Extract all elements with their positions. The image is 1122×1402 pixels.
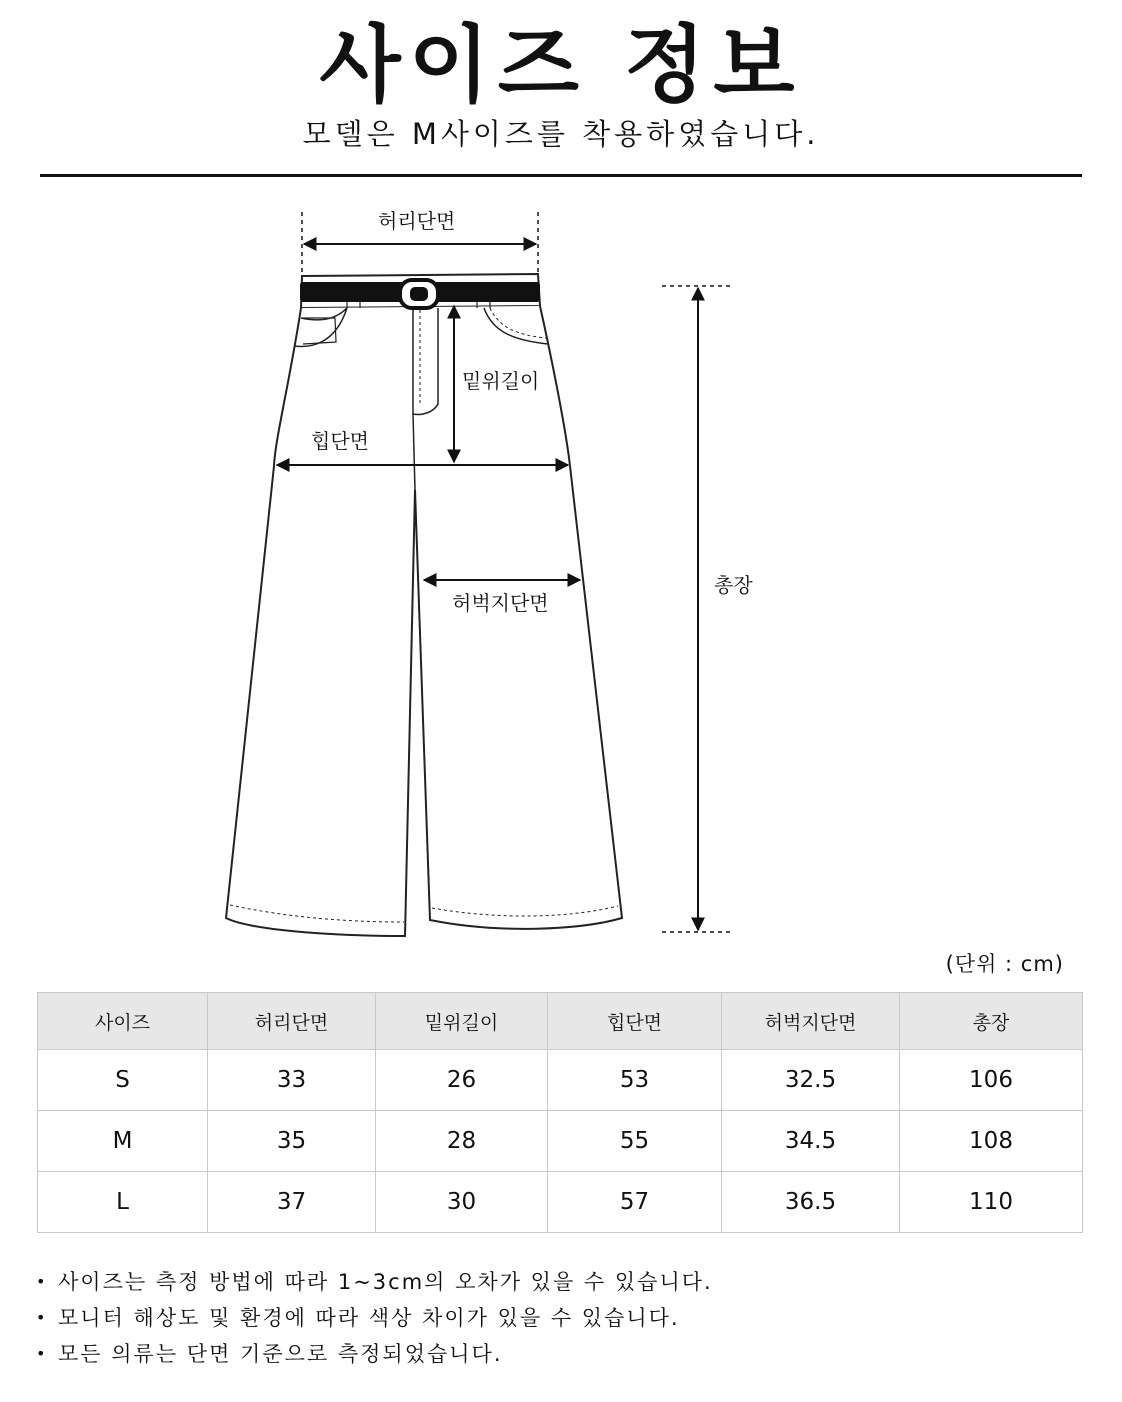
waist-label: 허리단면 bbox=[378, 209, 456, 233]
cell-waist: 35 bbox=[208, 1111, 376, 1172]
note-item bbox=[36, 1264, 713, 1300]
cell-size: S bbox=[38, 1050, 208, 1111]
cell-hip: 53 bbox=[548, 1050, 722, 1111]
hip-label: 힙단면 bbox=[311, 429, 369, 453]
cell-hip: 55 bbox=[548, 1111, 722, 1172]
header-rise: 밑위길이 bbox=[376, 993, 548, 1050]
cell-thigh: 32.5 bbox=[722, 1050, 900, 1111]
note-text: 사이즈는 측정 방법에 따라 1~3cm의 오차가 있을 수 있습니다. bbox=[58, 1270, 713, 1294]
notes-list bbox=[36, 1264, 713, 1372]
rise-label: 밑위길이 bbox=[462, 369, 540, 393]
pants-illustration bbox=[226, 274, 622, 936]
page-subtitle: 모델은 M사이즈를 착용하였습니다. bbox=[302, 117, 820, 151]
bullet-icon: • bbox=[36, 1344, 48, 1363]
header-length: 총장 bbox=[900, 993, 1083, 1050]
unit-note: (단위 : cm) bbox=[945, 952, 1064, 976]
cell-thigh: 34.5 bbox=[722, 1111, 900, 1172]
table-row bbox=[38, 1111, 1083, 1172]
header-waist: 허리단면 bbox=[208, 993, 376, 1050]
bullet-icon: • bbox=[36, 1308, 48, 1327]
table-row bbox=[38, 1172, 1083, 1233]
cell-size: M bbox=[38, 1111, 208, 1172]
table-row bbox=[38, 1050, 1083, 1111]
size-table bbox=[37, 992, 1083, 1233]
cell-length: 108 bbox=[900, 1111, 1083, 1172]
table-header-row bbox=[38, 993, 1083, 1050]
header-thigh: 허벅지단면 bbox=[722, 993, 900, 1050]
cell-rise: 30 bbox=[376, 1172, 548, 1233]
header-size: 사이즈 bbox=[38, 993, 208, 1050]
header-hip: 힙단면 bbox=[548, 993, 722, 1050]
cell-size: L bbox=[38, 1172, 208, 1233]
note-text: 모니터 해상도 및 환경에 따라 색상 차이가 있을 수 있습니다. bbox=[58, 1306, 680, 1330]
cell-rise: 28 bbox=[376, 1111, 548, 1172]
page-title: 사이즈 정보 bbox=[319, 16, 803, 114]
cell-waist: 33 bbox=[208, 1050, 376, 1111]
bullet-icon: • bbox=[36, 1272, 48, 1291]
note-text: 모든 의류는 단면 기준으로 측정되었습니다. bbox=[58, 1342, 503, 1366]
cell-hip: 57 bbox=[548, 1172, 722, 1233]
note-item bbox=[36, 1336, 713, 1372]
cell-thigh: 36.5 bbox=[722, 1172, 900, 1233]
cell-waist: 37 bbox=[208, 1172, 376, 1233]
thigh-label: 허벅지단면 bbox=[452, 591, 549, 615]
cell-rise: 26 bbox=[376, 1050, 548, 1111]
cell-length: 110 bbox=[900, 1172, 1083, 1233]
cell-length: 106 bbox=[900, 1050, 1083, 1111]
length-measure bbox=[662, 286, 730, 932]
length-label: 총장 bbox=[714, 573, 753, 597]
note-item bbox=[36, 1300, 713, 1336]
